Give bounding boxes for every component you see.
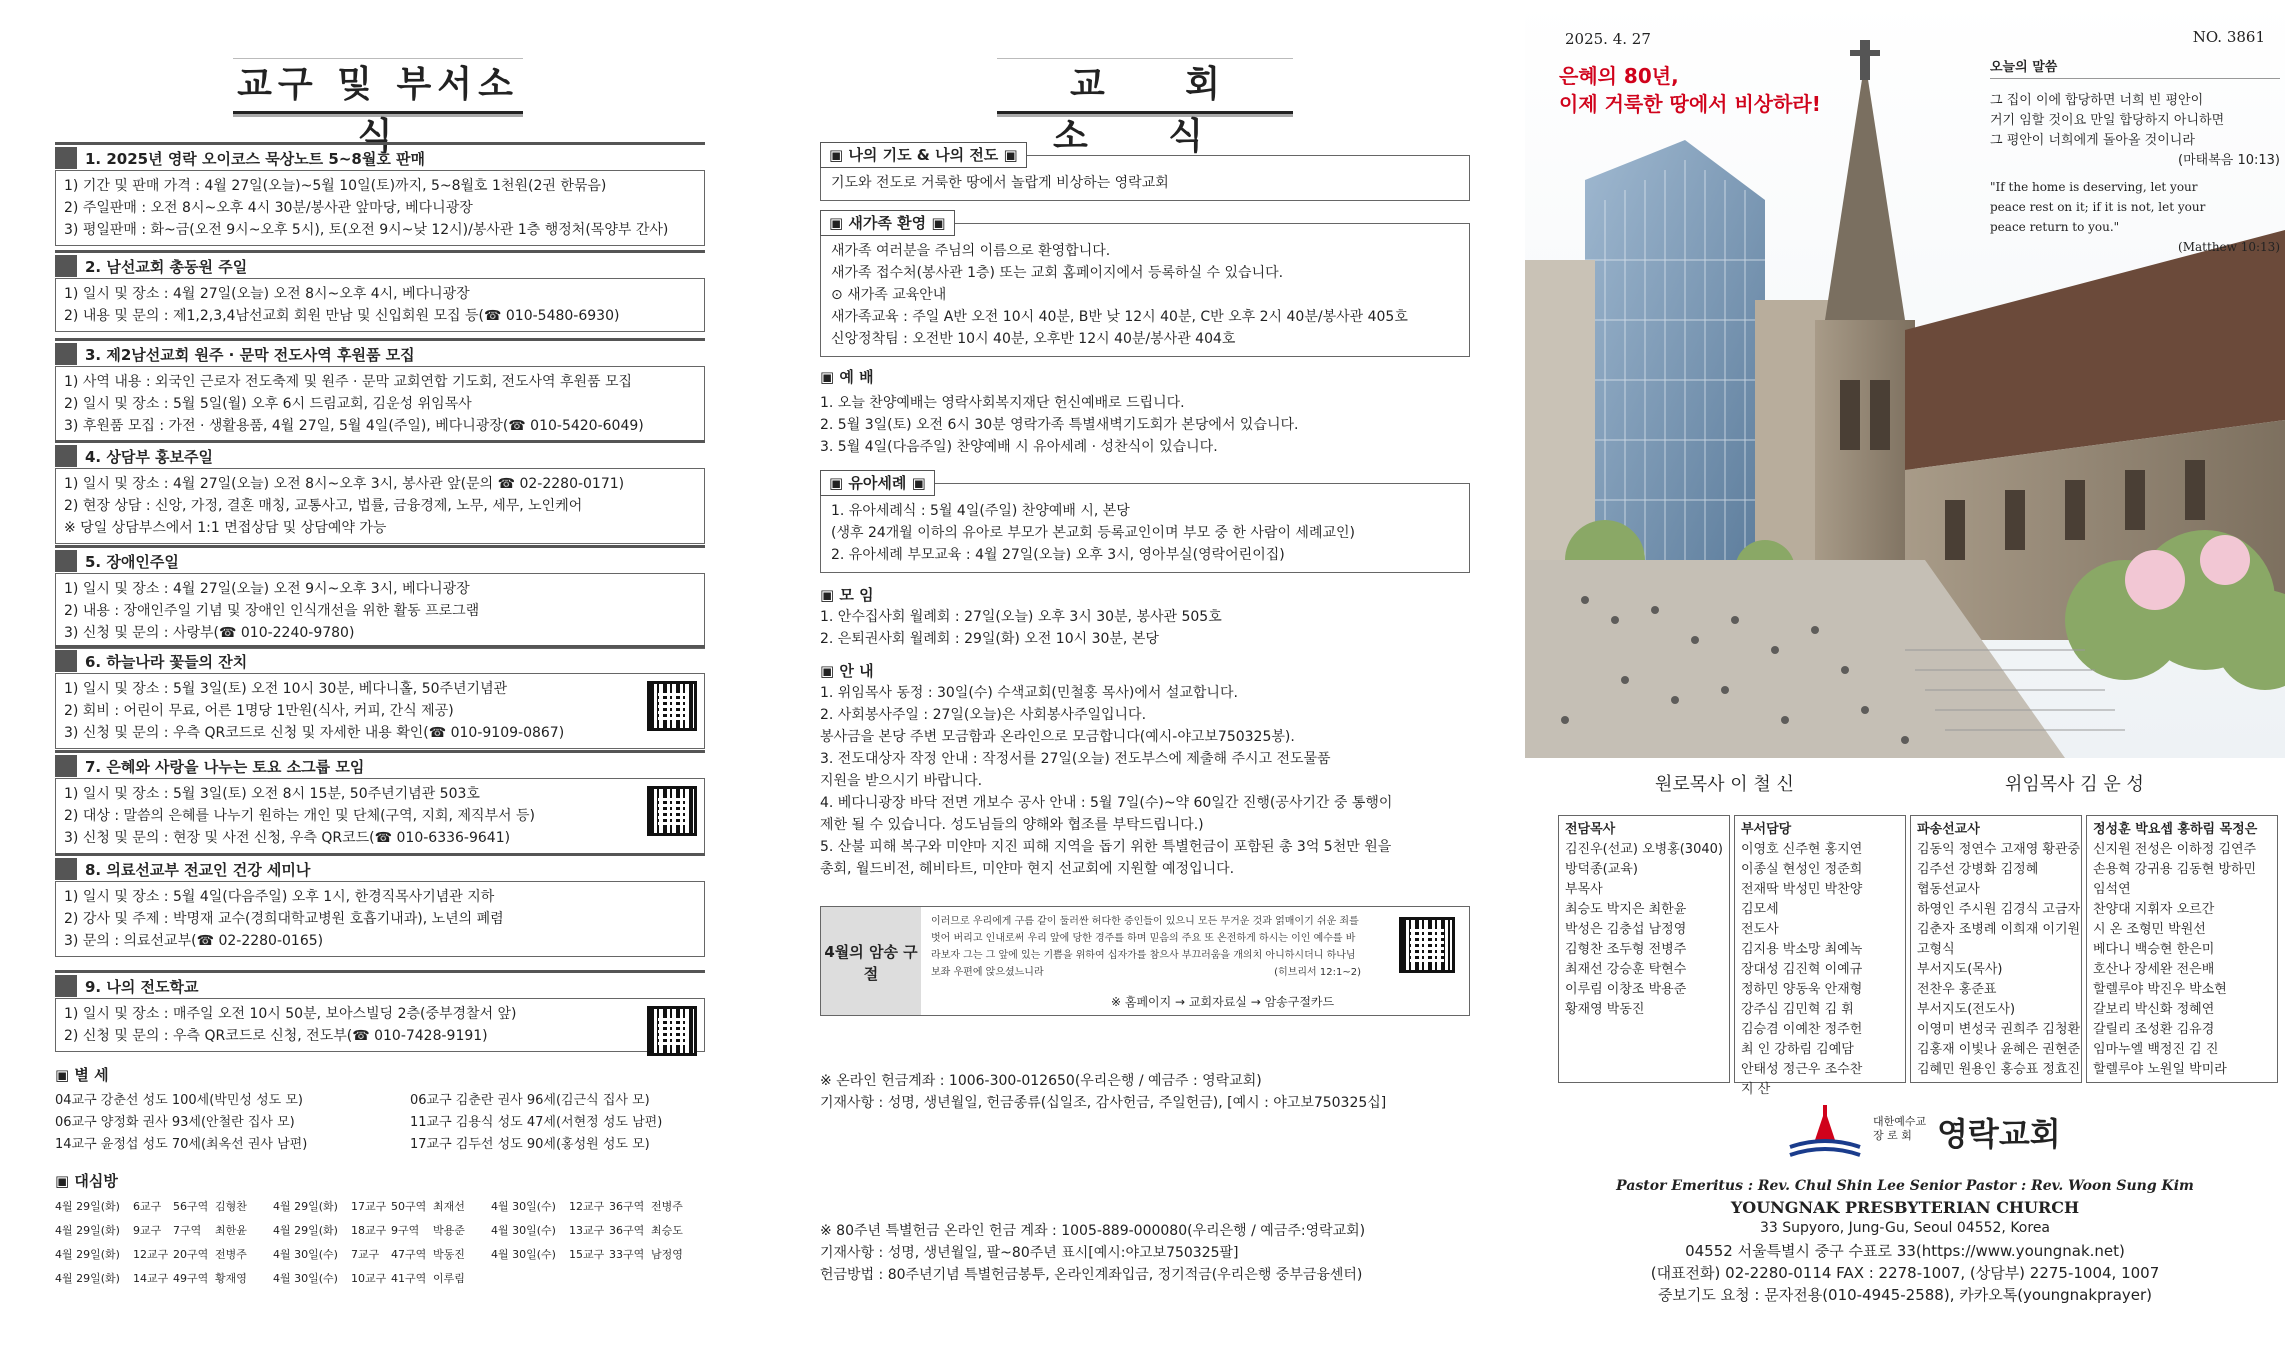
worship-body	[820, 392, 1298, 458]
notice-line: 2) 내용 및 문의 : 제1,2,3,4남선교회 회원 만남 및 신입회원 모집 등(☎ 010-5480-6930)	[64, 308, 620, 324]
notice-line: 2) 주일판매 : 오전 8시~오후 4시 30분/봉사관 앞마당, 베다니광장	[64, 200, 473, 216]
notice-section-heading: 1. 2025년 영락 오이코스 묵상노트 5~8월호 판매	[55, 142, 705, 170]
farewell-item: 11교구 김용식 성도 47세(서현정 성도 남편)	[410, 1115, 663, 1130]
baptism-heading: ▣ 유아세례 ▣	[820, 470, 935, 496]
text-line: 헌금방법 : 80주년기념 특별헌금봉투, 온라인계좌입금, 정기적금(우리은행 중부금융센터)	[820, 1267, 1363, 1283]
staff-line: 이루림 이창조 박용준	[1565, 982, 1687, 997]
newfamily-heading: ▣ 새가족 환영 ▣	[820, 210, 955, 236]
text-line: 3. 전도대상자 작정 안내 : 작정서를 27일(오늘) 전도부스에 제출해 주시고 전도물품	[820, 751, 1331, 767]
visit-field: 41구역	[391, 1272, 427, 1285]
text-line: ⊙ 새가족 교육안내	[831, 287, 947, 303]
staff-line: 시 온 조형민 박원선	[2093, 922, 2206, 937]
staff-line: 전재딱 박성민 박찬양	[1741, 882, 1863, 897]
staff-line: 부서지도(목사)	[1917, 962, 2003, 977]
qr-code[interactable]	[647, 786, 697, 836]
visit-field: 이루림	[433, 1272, 465, 1285]
notice-body	[820, 682, 1392, 880]
worship-heading: ▣ 예 배	[820, 366, 874, 387]
staff-line: 고형식	[1917, 942, 1955, 957]
staff-line: 김진우(선교) 오병홍(3040)	[1565, 842, 1723, 857]
visit-field: 4월 30일(수)	[491, 1224, 556, 1237]
staff-line: 최재선 강승훈 탁현수	[1565, 962, 1687, 977]
visit-field: 36구역	[609, 1200, 645, 1213]
staff-line: 김주선 강병화 김정혜	[1917, 862, 2039, 877]
pastor-english: Pastor Emeritus : Rev. Chul Shin Lee Senior Pastor : Rev. Woon Sung Kim	[1616, 1178, 2194, 1194]
prayer-heading: ▣ 나의 기도 & 나의 전도 ▣	[820, 142, 1027, 168]
staff-line: 김동익 정연수 고재영 황관중	[1917, 842, 2081, 857]
word-en-line: peace return to you."	[1990, 220, 2120, 234]
text-line: 지원을 받으시기 바랍니다.	[820, 773, 983, 789]
baptism-box	[820, 470, 1470, 573]
notice-line: 2) 회비 : 어린이 무료, 어른 1명당 1만원(식사, 커피, 간식 제공)	[64, 703, 454, 719]
staff-line: 김승겸 이예찬 정주헌	[1741, 1022, 1863, 1037]
staff-column	[1734, 815, 1906, 1097]
prayer-box	[820, 142, 1470, 201]
todays-word-label: 오늘의 말씀	[1990, 58, 2280, 79]
visit-field: 14교구	[133, 1272, 169, 1285]
notice-line: 2) 강사 및 주제 : 박명재 교수(경희대학교병원 호흡기내과), 노년의 폐렴	[64, 911, 504, 927]
visit-field: 전병주	[651, 1200, 683, 1213]
middle-column	[820, 0, 1470, 1346]
visit-field: 7구역	[173, 1224, 202, 1237]
staff-column	[1558, 815, 1730, 1083]
word-kr-line: 그 평안이 너희에게 돌아올 것이니라	[1990, 133, 2195, 148]
visit-field: 최재선	[433, 1200, 465, 1213]
visit-item	[55, 1244, 261, 1266]
memory-verse-ref: (히브리서 12:1~2)	[1274, 967, 1361, 978]
text-line: 새가족 접수처(봉사관 1층) 또는 교회 홈페이지에서 등록하실 수 있습니다.	[831, 265, 1284, 281]
staff-heading: 정성훈 박요셉 홍하림 목정은	[2093, 822, 2258, 837]
logo-church-name: 영락교회	[1937, 1115, 2061, 1153]
text-line: 기재사항 : 성명, 생년월일, 헌금종류(십일조, 감사헌금, 주일헌금), [예시 : 야고보750325십]	[820, 1095, 1387, 1111]
staff-line: 김모세	[1741, 902, 1779, 917]
text-line: 기재사항 : 성명, 생년월일, 팔~80주년 표시[예시:야고보750325팔]	[820, 1245, 1239, 1261]
notice-section-body	[55, 278, 705, 332]
staff-line: 지 산	[1741, 1082, 1771, 1097]
notice-line: 2) 일시 및 장소 : 5월 5일(월) 오후 6시 드림교회, 김운성 위임목사	[64, 396, 472, 412]
notice-line: 1) 일시 및 장소 : 매주일 오전 10시 50분, 보아스빌딩 2층(중부경찰서 앞)	[64, 1006, 517, 1022]
newfamily-box	[820, 210, 1470, 357]
notice-section-body	[55, 881, 705, 957]
staff-line: 베다니 백승현 한은미	[2093, 942, 2215, 957]
text-line: 5. 산불 피해 복구와 미얀마 지진 피해 지역을 돕기 위한 특별헌금이 포함된 총 3억 5천만 원을	[820, 839, 1392, 855]
word-kr-ref: (마태복음 10:13)	[2178, 153, 2280, 168]
notice-section-body	[55, 366, 705, 442]
church-logo-icon	[1785, 1105, 1865, 1165]
notice-section-body	[55, 170, 705, 246]
text-line: 봉사금을 본당 주변 모금함과 온라인으로 모금합니다(예시-야고보750325봉).	[820, 729, 1295, 745]
visit-field: 4월 29일(화)	[55, 1200, 120, 1213]
text-line: ※ 온라인 헌금계좌 : 1006-300-012650(우리은행 / 예금주 : 영락교회)	[820, 1073, 1262, 1089]
notice-section-heading: 3. 제2남선교회 원주 · 문막 전도사역 후원품 모집	[55, 338, 705, 366]
notice-section-heading: 2. 남선교회 총동원 주일	[55, 250, 705, 278]
logo-sub: 대한예수교 장 로 회	[1873, 1115, 1927, 1142]
address-english: 33 Supyoro, Jung-Gu, Seoul 04552, Korea	[1759, 1220, 2051, 1236]
visit-item	[55, 1220, 261, 1242]
visit-field: 33구역	[609, 1248, 645, 1261]
staff-line: 전도사	[1741, 922, 1779, 937]
notice-section-heading: 9. 나의 전도학교	[55, 970, 705, 998]
staff-line: 갈릴리 조성환 김유경	[2093, 1022, 2215, 1037]
text-line: 1. 유아세례식 : 5월 4일(주일) 찬양예배 시, 본당	[831, 503, 1130, 519]
staff-line: 임마누엘 백정진 김 진	[2093, 1042, 2219, 1057]
staff-line: 김홍재 이빛나 윤혜은 권현준	[1917, 1042, 2081, 1057]
notice-section-body	[55, 573, 705, 649]
word-en-line: peace rest on it; if it is not, let your	[1990, 200, 2206, 214]
memory-verse-text: 이러므로 우리에게 구름 같이 둘러싼 허다한 증인들이 있으니 모든 무거운 것과 얽매이기 쉬운 죄를 벗어 버리고 인내로써 우리 앞에 당한 경주를 하며 믿음의 주요 또 온전하게 하시는 이인 예수를 바라보자 그는 그 앞에 있는 기쁨을 위하여 십자가를 참으사 부끄러움을 개의치 아니하시더니 하나님 보좌 우편에 앉으셨느니라 (히브리서 12:1~2)	[931, 913, 1361, 981]
visit-item	[491, 1244, 697, 1266]
memory-verse-label: 4월의 암송 구절	[821, 907, 921, 1015]
visit-field: 4월 29일(화)	[273, 1224, 338, 1237]
notice-line: 1) 일시 및 장소 : 5월 4일(다음주일) 오후 1시, 한경직목사기념관 지하	[64, 889, 495, 905]
farewell-item: 14교구 윤정섭 성도 70세(최옥선 권사 남편)	[55, 1137, 308, 1152]
notice-line: 2) 현장 상담 : 신앙, 가정, 결혼 매칭, 교통사고, 법률, 금융경제, 노무, 세무, 노인케어	[64, 498, 583, 514]
farewell-item: 17교구 김두선 성도 90세(홍성원 성도 모)	[410, 1137, 650, 1152]
staff-line: 장대성 김진혁 이예규	[1741, 962, 1863, 977]
farewell-heading: ▣ 별 세	[55, 1064, 109, 1085]
notice-line: 3) 후원품 모집 : 가전 · 생활용품, 4월 27일, 5월 4일(주일), 베다니광장(☎ 010-5420-6049)	[64, 418, 644, 434]
visit-field: 4월 30일(수)	[491, 1248, 556, 1261]
notice-line: 3) 신청 및 문의 : 우측 QR코드로 신청 및 자세한 내용 확인(☎ 010-9109-0867)	[64, 725, 565, 741]
visit-field: 6교구	[133, 1200, 162, 1213]
notice-line: 1) 기간 및 판매 가격 : 4월 27일(오늘)~5월 10일(토)까지, 5~8월호 1천원(2권 한묶음)	[64, 178, 607, 194]
text-line: 제한 될 수 있습니다. 성도님들의 양해와 협조를 부탁드립니다.)	[820, 817, 1204, 833]
staff-directory	[1558, 815, 2278, 1097]
notice-section-body	[55, 998, 705, 1052]
visit-heading: ▣ 대심방	[55, 1170, 118, 1191]
staff-line: 정하민 양동욱 안재형	[1741, 982, 1863, 997]
text-line: ※ 80주년 특별헌금 온라인 헌금 계좌 : 1005-889-000080(우리은행 / 예금주:영락교회)	[820, 1223, 1366, 1239]
notice-section	[55, 853, 705, 957]
visit-item	[491, 1220, 697, 1242]
notice-line: 1) 일시 및 장소 : 4월 27일(오늘) 오전 8시~오후 4시, 베다니광장	[64, 286, 470, 302]
prayer-text: 기도와 전도로 거룩한 땅에서 놀랍게 비상하는 영락교회	[820, 155, 1470, 201]
visit-field: 전병주	[215, 1248, 247, 1261]
notice-section-heading: 5. 장애인주일	[55, 545, 705, 573]
qr-code[interactable]	[647, 1006, 697, 1056]
staff-line: 손용혁 강귀용 김동현 방하민	[2093, 862, 2257, 877]
notice-section-heading: 4. 상담부 홍보주일	[55, 440, 705, 468]
visit-field: 4월 29일(화)	[55, 1224, 120, 1237]
staff-line: 할렐루야 박진우 박소현	[2093, 982, 2227, 997]
bulletin-number: NO. 3861	[2192, 28, 2265, 46]
text-line: 새가족교육 : 주일 A반 오전 10시 40분, B반 낮 12시 40분, C반 오후 2시 40분/봉사관 405호	[831, 309, 1408, 325]
visit-field: 20구역	[173, 1248, 209, 1261]
notice-section	[55, 440, 705, 544]
visit-field: 9구역	[391, 1224, 420, 1237]
visit-field: 박동진	[433, 1248, 465, 1261]
staff-line: 부목사	[1565, 882, 1603, 897]
farewell-item: 04교구 강춘선 성도 100세(박민성 성도 모)	[55, 1093, 303, 1108]
notice-section-body	[55, 778, 705, 854]
visit-field: 49구역	[173, 1272, 209, 1285]
visit-field: 7교구	[351, 1248, 380, 1261]
staff-line: 최 인 강하림 김예담	[1741, 1042, 1854, 1057]
visit-field: 4월 30일(수)	[273, 1272, 338, 1285]
visit-field: 17교구	[351, 1200, 387, 1213]
visit-item	[273, 1268, 479, 1290]
notice-line: 2) 내용 : 장애인주일 기념 및 장애인 인식개선을 위한 활동 프로그램	[64, 603, 480, 619]
notice-line: ※ 당일 상담부스에서 1:1 면접상담 및 상담예약 가능	[64, 520, 387, 536]
text-line: 신앙정착팀 : 오전반 10시 40분, 오후반 12시 40분/봉사관 404호	[831, 331, 1236, 347]
farewell-item: 06교구 양정화 권사 93세(안철란 집사 모)	[55, 1115, 295, 1130]
text-line: 2. 은퇴권사회 월례회 : 29일(화) 오전 10시 30분, 본당	[820, 631, 1159, 647]
todays-word	[1990, 58, 2280, 257]
notice-section-heading: 7. 은혜와 사랑을 나누는 토요 소그룹 모임	[55, 750, 705, 778]
page-title: 교구 및 부서소식	[233, 58, 523, 114]
visit-item	[491, 1196, 697, 1218]
word-en-line: "If the home is deserving, let your	[1990, 180, 2198, 194]
notice-section	[55, 545, 705, 649]
staff-line: 협동선교사	[1917, 882, 1980, 897]
staff-line: 박성은 김충섭 남정영	[1565, 922, 1687, 937]
visit-field: 10교구	[351, 1272, 387, 1285]
slogan-line-2: 이제 거룩한 땅에서 비상하라!	[1559, 92, 1821, 116]
visit-field: 황재영	[215, 1272, 247, 1285]
staff-line: 강주심 김민혁 김 휘	[1741, 1002, 1854, 1017]
notice-section	[55, 338, 705, 442]
church-logo	[1785, 1105, 2085, 1165]
notice-line: 3) 신청 및 문의 : 현장 및 사전 신청, 우측 QR코드(☎ 010-6336-9641)	[64, 830, 511, 846]
visit-field: 56구역	[173, 1200, 209, 1213]
staff-line: 방덕종(교육)	[1565, 862, 1638, 877]
text-line: 총회, 월드비전, 헤비타트, 미얀마 현지 선교회에 지원할 예정입니다.	[820, 861, 1235, 877]
text-line: 새가족 여러분을 주님의 이름으로 환영합니다.	[831, 243, 1111, 259]
slogan-line-1: 은혜의 80년,	[1559, 64, 1679, 88]
offering-account	[820, 1070, 1386, 1114]
staff-heading: 파송선교사	[1917, 822, 1980, 837]
visit-item	[55, 1196, 261, 1218]
anniversary-offering-account	[820, 1220, 1365, 1286]
staff-line: 찬양대 지휘자 오르간	[2093, 902, 2215, 917]
staff-heading: 전담목사	[1565, 822, 1616, 837]
baptism-body	[820, 483, 1470, 573]
staff-line: 갈보리 박신화 정혜연	[2093, 1002, 2215, 1017]
qr-code[interactable]	[647, 681, 697, 731]
notice-section	[55, 970, 705, 1052]
notice-line: 3) 신청 및 문의 : 사랑부(☎ 010-2240-9780)	[64, 625, 355, 641]
word-kr-line: 그 집이 이에 합당하면 너희 빈 평안이	[1990, 93, 2204, 108]
notice-line: 3) 평일판매 : 화~금(오전 9시~오후 5시), 토(오전 9시~낮 12시)/봉사관 1층 행정처(목양부 간사)	[64, 222, 669, 238]
bulletin-date: 2025. 4. 27	[1565, 30, 1651, 48]
newfamily-body	[820, 223, 1470, 357]
notice-line: 2) 신청 및 문의 : 우측 QR코드로 신청, 전도부(☎ 010-7428-9191)	[64, 1028, 488, 1044]
visit-field: 4월 30일(수)	[273, 1248, 338, 1261]
staff-heading: 부서담당	[1741, 822, 1792, 837]
notice-section-body	[55, 468, 705, 544]
notice-section	[55, 750, 705, 854]
word-en-ref: (Matthew 10:13)	[2178, 240, 2280, 254]
text-line: 1. 안수집사회 월례회 : 27일(오늘) 오후 3시 30분, 봉사관 505호	[820, 609, 1222, 625]
visit-field: 4월 30일(수)	[491, 1200, 556, 1213]
staff-line: 전찬우 홍준표	[1917, 982, 1997, 997]
staff-line: 이영호 신주현 홍지연	[1741, 842, 1863, 857]
visit-field: 최승도	[651, 1224, 683, 1237]
text-line: 2. 사회봉사주일 : 27일(오늘)은 사회봉사주일입니다.	[820, 707, 1147, 723]
church-english-name: YOUNGNAK PRESBYTERIAN CHURCH	[1730, 1198, 2080, 1217]
staff-line: 최승도 박지은 최한윤	[1565, 902, 1687, 917]
notice-line: 1) 일시 및 장소 : 5월 3일(토) 오전 8시 15분, 50주년기념관 503호	[64, 786, 480, 802]
visit-field: 박용준	[433, 1224, 465, 1237]
staff-line: 황재영 박동진	[1565, 1002, 1645, 1017]
staff-line: 호산나 장세완 전은배	[2093, 962, 2215, 977]
visit-field: 36구역	[609, 1224, 645, 1237]
address-korean: 04552 서울특별시 중구 수표로 33(https://www.youngnak.net)	[1685, 1242, 2125, 1260]
memory-verse-box	[820, 906, 1470, 1016]
staff-line: 부서지도(전도사)	[1917, 1002, 2016, 1017]
notice-section	[55, 645, 705, 749]
word-kr-line: 거기 임할 것이요 만일 합당하지 아니하면	[1990, 113, 2225, 128]
phone-numbers: (대표전화) 02-2280-0114 FAX : 2278-1007, (상담부) 2275-1004, 1007	[1650, 1264, 2160, 1282]
church-photo	[1525, 0, 2285, 758]
memory-verse-link: ※ 홈페이지 → 교회자료실 → 암송구절카드	[1111, 995, 1335, 1009]
left-column	[55, 0, 705, 1346]
notice-heading: ▣ 안 내	[820, 660, 874, 681]
staff-line: 김혜민 원용인 홍승표 정효진	[1917, 1062, 2081, 1077]
visit-field: 13교구	[569, 1224, 605, 1237]
visit-field: 12교구	[569, 1200, 605, 1213]
meeting-body	[820, 606, 1222, 650]
text-line: 1. 위임목사 동정 : 30일(수) 수색교회(민철홍 목사)에서 설교합니다.	[820, 685, 1238, 701]
visit-field: 최한윤	[215, 1224, 247, 1237]
notice-section-heading: 6. 하늘나라 꽃들의 잔치	[55, 645, 705, 673]
staff-column	[2086, 815, 2278, 1083]
visit-item	[273, 1220, 479, 1242]
staff-line: 안태성 정근우 조수찬	[1741, 1062, 1863, 1077]
staff-line: 하영인 주시원 김경식 고금자	[1917, 902, 2081, 917]
visit-field: 9교구	[133, 1224, 162, 1237]
visit-item	[273, 1196, 479, 1218]
visit-item	[273, 1244, 479, 1266]
text-line: 4. 베다니광장 바닥 전면 개보수 공사 안내 : 5월 7일(수)~약 60일간 진행(공사기간 중 통행이	[820, 795, 1393, 811]
text-line: 2. 유아세례 부모교육 : 4월 27일(오늘) 오후 3시, 영아부실(영락어린이집)	[831, 547, 1285, 563]
verse-qr-code[interactable]	[1399, 917, 1455, 973]
text-line: 3. 5월 4일(다음주일) 찬양예배 시 유아세례 · 성찬식이 있습니다.	[820, 439, 1218, 455]
notice-line: 1) 일시 및 장소 : 4월 27일(오늘) 오전 8시~오후 3시, 봉사관 앞(문의 ☎ 02-2280-0171)	[64, 476, 625, 492]
notice-section	[55, 250, 705, 332]
visit-item	[55, 1268, 261, 1290]
staff-line: 이영미 변성국 권희주 김청환	[1917, 1022, 2081, 1037]
prayer-request: 중보기도 요청 : 문자전용(010-4945-2588), 카카오톡(youngnakprayer)	[1657, 1286, 2153, 1304]
staff-column	[1910, 815, 2082, 1083]
staff-line: 김형찬 조두형 전병주	[1565, 942, 1687, 957]
text-line: 2. 5월 3일(토) 오전 6시 30분 영락가족 특별새벽기도회가 본당에서 있습니다.	[820, 417, 1299, 433]
notice-section-body	[55, 673, 705, 749]
visit-field: 12교구	[133, 1248, 169, 1261]
visit-field: 4월 29일(화)	[55, 1248, 120, 1261]
senior-pastor: 위임목사 김 운 성	[2005, 774, 2144, 795]
text-line: (생후 24개월 이하의 유아로 부모가 본교회 등록교인이며 부모 중 한 사람이 세례교인)	[831, 525, 1355, 541]
notice-line: 2) 대상 : 말씀의 은혜를 나누기 원하는 개인 및 단체(구역, 지회, 제직부서 등)	[64, 808, 535, 824]
notice-line: 1) 사역 내용 : 외국인 근로자 전도축제 및 원주 · 문막 교회연합 기도회, 전도사역 후원품 모집	[64, 374, 633, 390]
pastor-emeritus: 원로목사 이 철 신	[1655, 774, 1794, 795]
staff-line: 신지원 전성은 이하정 김연주	[2093, 842, 2257, 857]
visit-field: 15교구	[569, 1248, 605, 1261]
church-news-title: 교 회 소 식	[997, 58, 1293, 114]
visit-field: 남정영	[651, 1248, 683, 1261]
staff-line: 김지용 박소망 최예녹	[1741, 942, 1863, 957]
notice-section	[55, 142, 705, 246]
visit-field: 50구역	[391, 1200, 427, 1213]
staff-line: 임석연	[2093, 882, 2131, 897]
text-line: 1. 오늘 찬양예배는 영락사회복지재단 헌신예배로 드립니다.	[820, 395, 1185, 411]
visit-field: 4월 29일(화)	[55, 1272, 120, 1285]
meeting-heading: ▣ 모 임	[820, 584, 874, 605]
visit-field: 4월 29일(화)	[273, 1200, 338, 1213]
notice-line: 1) 일시 및 장소 : 5월 3일(토) 오전 10시 30분, 베다니홀, 50주년기념관	[64, 681, 508, 697]
notice-section-heading: 8. 의료선교부 전교인 건강 세미나	[55, 853, 705, 881]
staff-line: 김춘자 조병례 이희재 이기원	[1917, 922, 2081, 937]
farewell-item: 06교구 김춘란 권사 96세(김근식 집사 모)	[410, 1093, 650, 1108]
notice-line: 1) 일시 및 장소 : 4월 27일(오늘) 오전 9시~오후 3시, 베다니광장	[64, 581, 470, 597]
right-column	[1525, 0, 2285, 1346]
visit-field: 18교구	[351, 1224, 387, 1237]
visit-field: 김형찬	[215, 1200, 247, 1213]
notice-line: 3) 문의 : 의료선교부(☎ 02-2280-0165)	[64, 933, 324, 949]
staff-line: 할렐루야 노원일 박미라	[2093, 1062, 2227, 1077]
staff-line: 이종실 현성인 정준희	[1741, 862, 1863, 877]
visit-field: 47구역	[391, 1248, 427, 1261]
